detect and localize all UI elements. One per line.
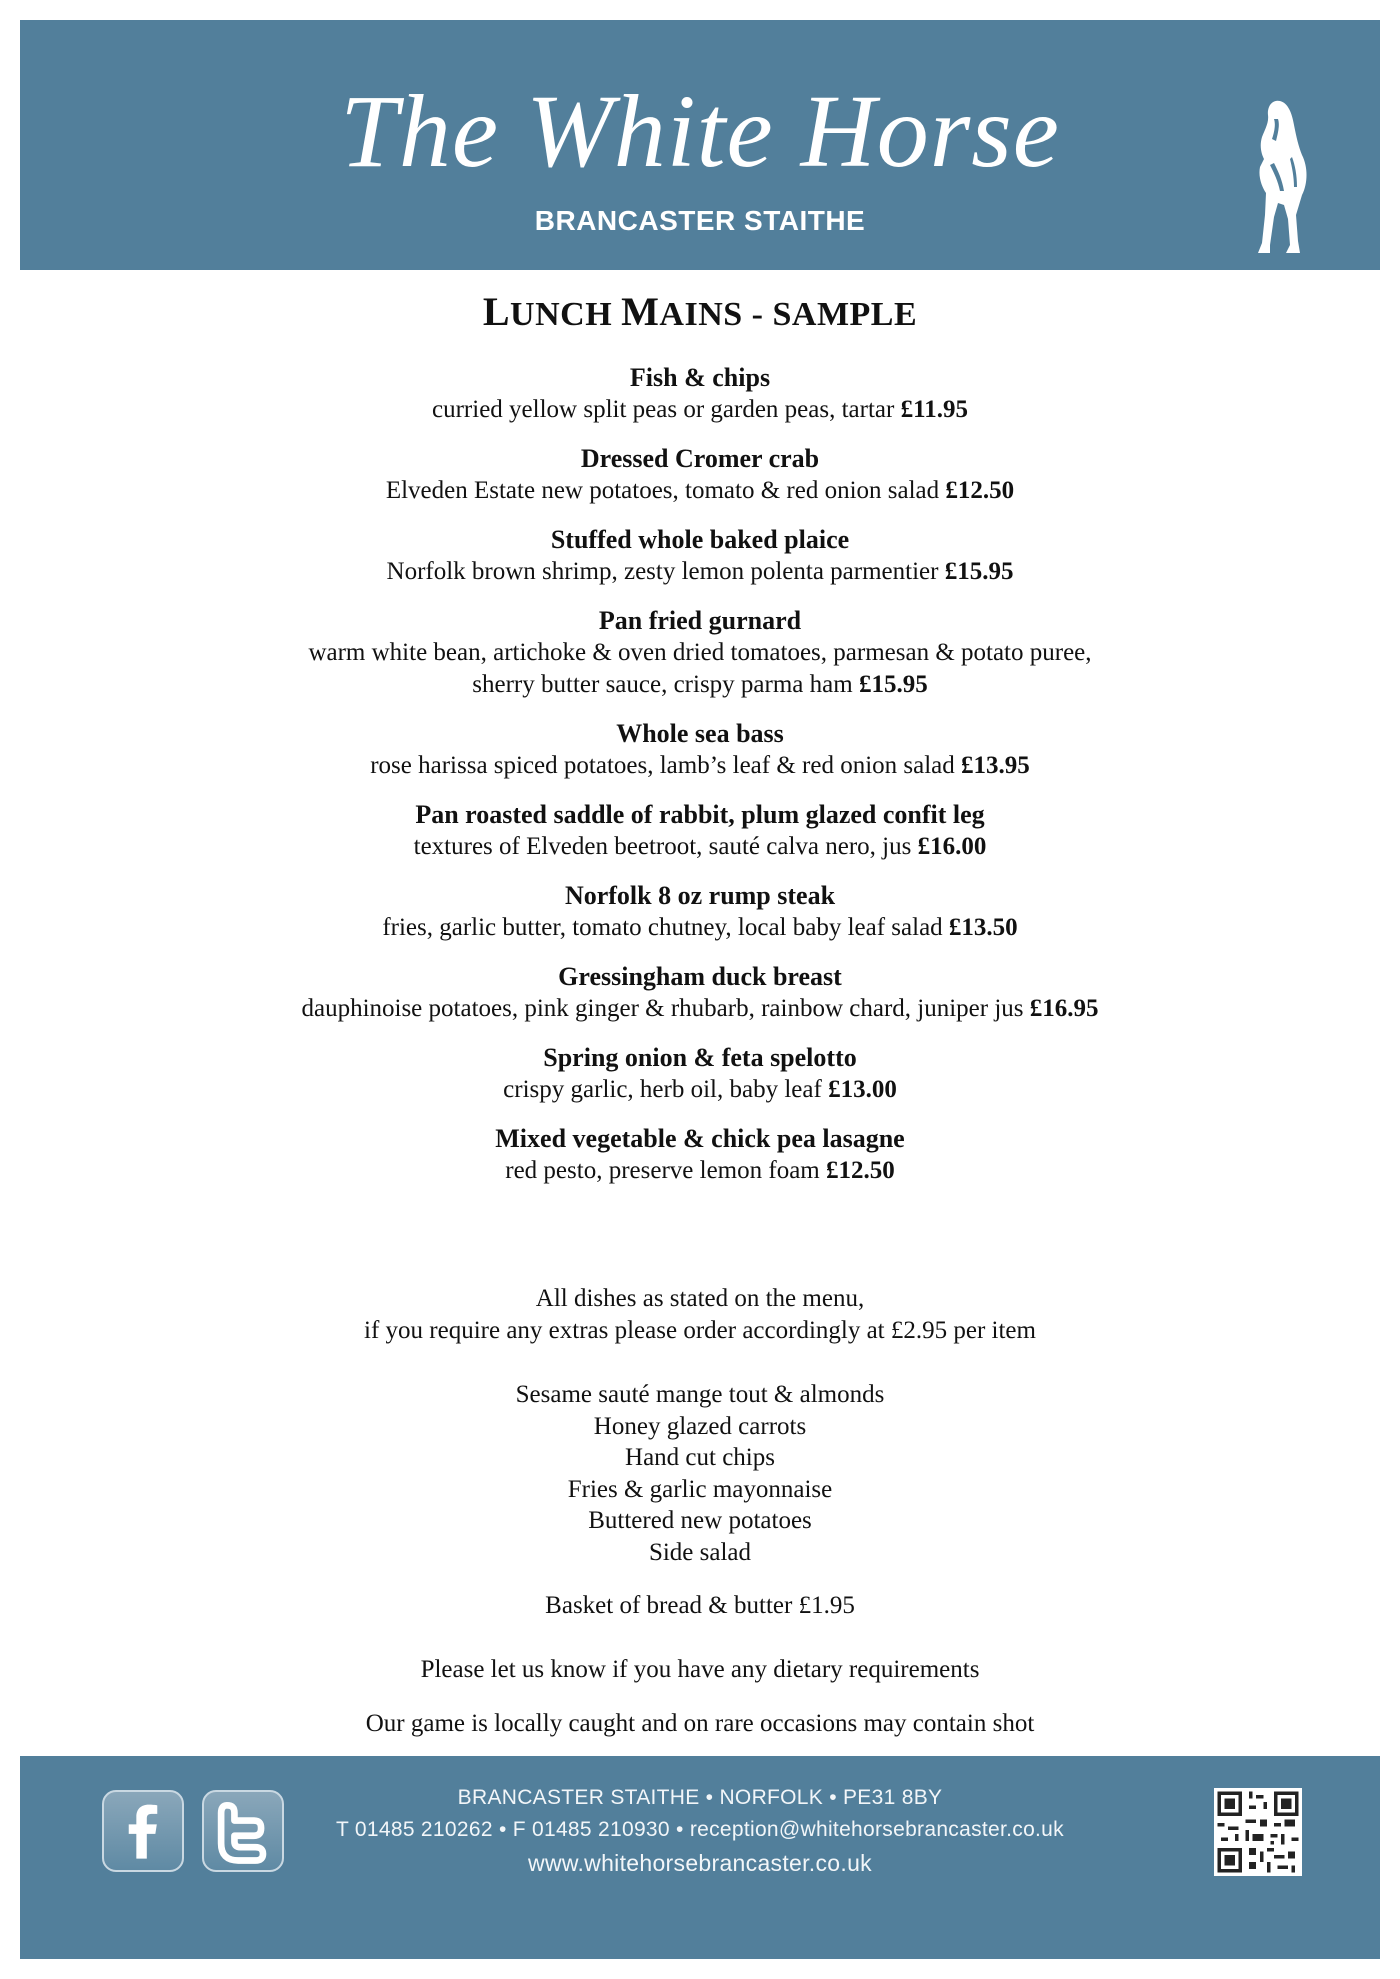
- bread-note: Basket of bread & butter £1.95: [545, 1592, 855, 1619]
- header-banner: [20, 20, 1380, 270]
- dish-name: Dressed Cromer crab: [580, 444, 820, 473]
- dish-item: [0, 961, 1400, 1025]
- dish-description: [0, 750, 1400, 782]
- dish-price: £12.50: [825, 1157, 895, 1184]
- dish-item: [0, 524, 1400, 588]
- sides-list: [0, 1379, 1400, 1568]
- heading-rest-1: UNCH: [510, 296, 622, 333]
- extras-line-1: All dishes as stated on the menu,: [535, 1285, 865, 1312]
- side-item: Honey glazed carrots: [593, 1412, 807, 1440]
- dish-name: Norfolk 8 oz rump steak: [564, 881, 836, 910]
- dish-name: Fish & chips: [629, 363, 771, 392]
- dish-name: Pan roasted saddle of rabbit, plum glazed confit leg: [415, 800, 985, 829]
- dish-description: [0, 669, 1400, 701]
- dish-item: [0, 362, 1400, 426]
- horse-icon: [1250, 95, 1320, 260]
- dish-name: Stuffed whole baked plaice: [550, 525, 850, 554]
- dish-description: [0, 1074, 1400, 1106]
- menu-heading: [0, 288, 1400, 335]
- dish-price: £11.95: [900, 396, 968, 423]
- dish-name: Spring onion & feta spelotto: [543, 1043, 857, 1072]
- dish-item: [0, 1123, 1400, 1187]
- dish-item: [0, 1042, 1400, 1106]
- dish-desc-text: crispy garlic, herb oil, baby leaf: [503, 1076, 829, 1103]
- dish-desc-text: textures of Elveden beetroot, sauté calva nero, jus: [413, 833, 918, 860]
- dish-price: £16.95: [1029, 995, 1099, 1022]
- dish-name: Whole sea bass: [616, 719, 784, 748]
- dish-name: Mixed vegetable & chick pea lasagne: [495, 1124, 905, 1153]
- dish-name: Gressingham duck breast: [558, 962, 842, 991]
- dietary-note: Please let us know if you have any dietary requirements: [420, 1656, 980, 1683]
- brand-subtitle: BRANCASTER STAITHE: [534, 205, 866, 236]
- side-item: Hand cut chips: [625, 1444, 775, 1471]
- dish-list: [0, 362, 1400, 1204]
- game-note: Our game is locally caught and on rare occasions may contain shot: [365, 1710, 1035, 1737]
- dish-description: [0, 993, 1400, 1025]
- footer-contact[interactable]: T 01485 210262 • F 01485 210930 • reception@whitehorsebrancaster.co.uk: [336, 1818, 1064, 1841]
- dish-item: [0, 605, 1400, 701]
- side-item: Fries & garlic mayonnaise: [567, 1475, 833, 1503]
- dish-description: [0, 831, 1400, 863]
- side-item: Side salad: [648, 1538, 752, 1566]
- dish-desc-text: rose harissa spiced potatoes, lamb’s leaf & red onion salad: [370, 752, 962, 779]
- side-item: Buttered new potatoes: [588, 1507, 812, 1534]
- heading-initial-2: M: [621, 289, 660, 334]
- dish-description: [0, 912, 1400, 944]
- dish-desc-text: sherry butter sauce, crispy parma ham: [472, 671, 859, 698]
- heading-initial-1: L: [482, 289, 511, 334]
- extras-note: [0, 1283, 1400, 1347]
- heading-rest-2: AINS - SAMPLE: [659, 296, 918, 333]
- dish-price: £15.95: [858, 671, 928, 698]
- footer-banner: [20, 1756, 1380, 1959]
- dish-desc-text: Norfolk brown shrimp, zesty lemon polenta parmentier: [386, 558, 945, 585]
- dish-name: Pan fried gurnard: [598, 606, 802, 635]
- brand-title: The White Horse: [340, 74, 1060, 189]
- dish-price: £13.95: [961, 752, 1030, 779]
- dish-desc-text: dauphinoise potatoes, pink ginger & rhubarb, rainbow chard, juniper jus: [301, 995, 1030, 1022]
- qr-code-icon[interactable]: [1214, 1788, 1302, 1876]
- dish-item: [0, 799, 1400, 863]
- dish-desc-text: curried yellow split peas or garden peas, tartar: [432, 396, 901, 423]
- footer-address: BRANCASTER STAITHE • NORFOLK • PE31 8BY: [457, 1786, 943, 1809]
- dish-description: [0, 556, 1400, 588]
- dish-price: £13.00: [828, 1076, 897, 1103]
- dish-price: £16.00: [917, 833, 987, 860]
- extras-line-2: if you require any extras please order accordingly at £2.95 per item: [364, 1317, 1036, 1344]
- dish-price: £12.50: [945, 477, 1015, 504]
- footer-website-link[interactable]: www.whitehorsebrancaster.co.uk: [528, 1850, 872, 1876]
- dish-desc-text: fries, garlic butter, tomato chutney, local baby leaf salad: [382, 914, 949, 941]
- dish-item: [0, 443, 1400, 507]
- dish-price: £13.50: [948, 914, 1018, 941]
- dish-item: [0, 880, 1400, 944]
- dish-desc-text: Elveden Estate new potatoes, tomato & red onion salad: [385, 477, 946, 504]
- dish-price: £15.95: [944, 558, 1014, 585]
- dish-description: [0, 394, 1400, 426]
- dish-description: [0, 475, 1400, 507]
- dish-description-line1: warm white bean, artichoke & oven dried tomatoes, parmesan & potato puree,: [308, 639, 1092, 666]
- dish-item: [0, 718, 1400, 782]
- dish-desc-text: red pesto, preserve lemon foam: [505, 1157, 826, 1184]
- side-item: Sesame sauté mange tout & almonds: [515, 1381, 885, 1408]
- dish-description: [0, 1155, 1400, 1187]
